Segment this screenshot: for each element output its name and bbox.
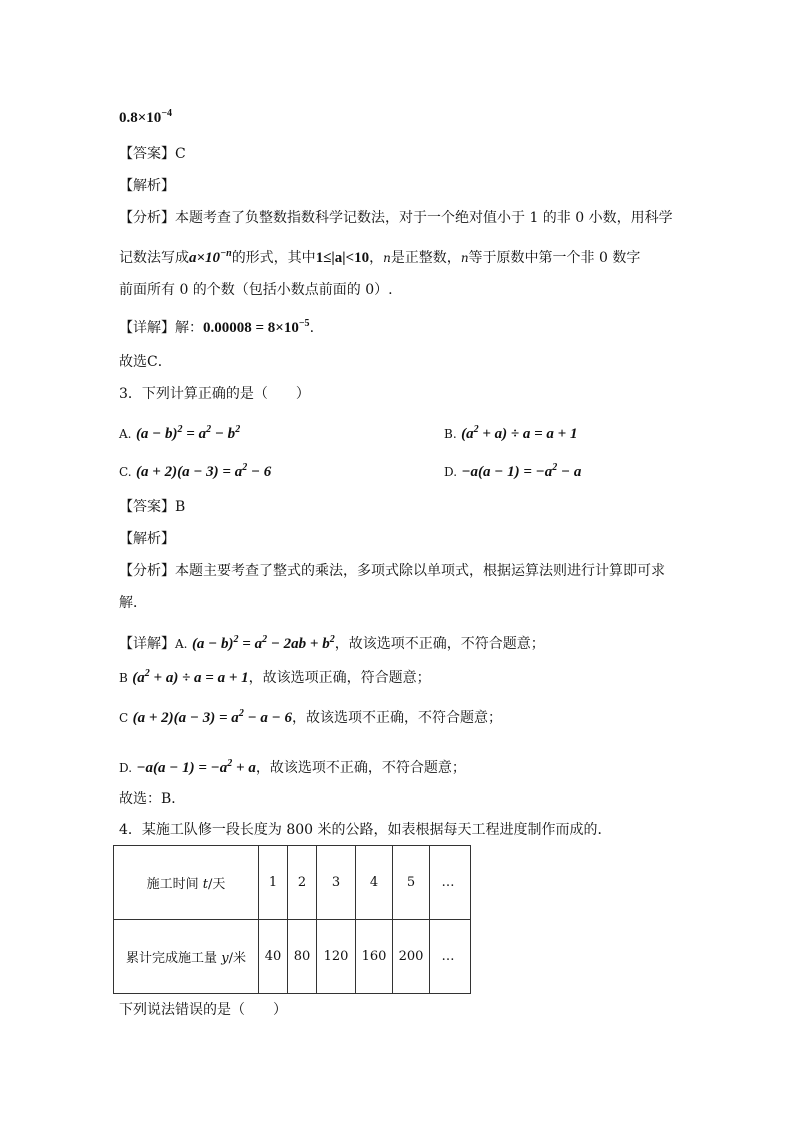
formula: $-a(a - 1) = -a^2 - a$ — [461, 462, 582, 480]
q3-detail-b: B $(a^2 + a) \div a = a + 1$，故该选项正确，符合题意； — [119, 668, 431, 686]
table-cell: 2 — [288, 846, 317, 920]
q2-fenxi-line1: 【分析】本题考查了负整数指数科学记数法，对于一个绝对值小于 1 的非 0 小数，用科学 — [119, 210, 673, 226]
q3-option-b: B. $(a^2 + a) \div a = a + 1$ — [444, 424, 578, 442]
option-d-q2 — [119, 108, 172, 128]
table-cell: 200 — [393, 920, 430, 994]
formula: $(a + 2)(a - 3) = a^2 - 6$ — [136, 462, 272, 480]
table-cell-ellipsis: … — [430, 846, 471, 920]
table-cell: 40 — [259, 920, 288, 994]
formula: $a\times 10^{-n}$ — [189, 248, 232, 266]
formula: $0.00008 = 8\times 10^{-5}$ — [203, 318, 310, 336]
q3-detail-a: 【详解】A. $(a - b)^2 = a^2 - 2ab + b^2$，故该选项不正确，不符合题意； — [119, 634, 545, 652]
q3-detail-c: C $(a + 2)(a - 3) = a^2 - a - 6$，故该选项不正确，不符合题意； — [119, 708, 502, 726]
formula: $0.8\times 10^{-4}$ — [119, 108, 173, 126]
formula: $(a^2 + a) \div a = a + 1$ — [461, 424, 578, 442]
q3-fenxi-line2: 解． — [119, 595, 147, 611]
table-cell: 160 — [356, 920, 393, 994]
q3-option-a: A. $(a - b)^2 = a^2 - b^2$ — [119, 424, 241, 442]
q2-analysis-label: 【解析】 — [119, 178, 175, 194]
q3-stem: 3．下列计算正确的是（ ） — [119, 386, 310, 402]
formula: $-a(a - 1) = -a^2 + a$ — [136, 758, 256, 776]
formula: $(a - b)^2 = a^2 - b^2$ — [135, 424, 241, 442]
q3-option-c: C. $(a + 2)(a - 3) = a^2 - 6$ — [119, 462, 272, 480]
table-cell: 1 — [259, 846, 288, 920]
table-cell: 80 — [288, 920, 317, 994]
formula: $(a - b)^2 = a^2 - 2ab + b^2$ — [191, 634, 335, 652]
table-cell: 3 — [317, 846, 356, 920]
q3-fenxi-line1: 【分析】本题主要考查了整式的乘法，多项式除以单项式，根据运算法则进行计算即可求 — [119, 563, 665, 579]
q2-conclusion: 故选C． — [119, 354, 172, 370]
table-cell-ellipsis: … — [430, 920, 471, 994]
table-cell: 120 — [317, 920, 356, 994]
q3-analysis-label: 【解析】 — [119, 531, 175, 547]
formula: $(a^2 + a) \div a = a + 1$ — [132, 668, 249, 686]
q2-fenxi-line2: 记数法写成$a\times 10^{-n}$的形式，其中1≤|a|<10，n是正整数，n等于原数中第一个非 0 数字 — [119, 248, 641, 266]
row2-header: 累计完成施工量 y/米 — [114, 920, 259, 994]
q3-detail-d: D. $-a(a - 1) = -a^2 + a$，故该选项不正确，不符合题意； — [119, 758, 466, 776]
progress-table — [113, 845, 471, 994]
q2-answer: 【答案】C — [119, 146, 186, 162]
table-cell: 4 — [356, 846, 393, 920]
formula: 1≤|a|<10 — [315, 250, 370, 266]
q3-option-d: D. $-a(a - 1) = -a^2 - a$ — [444, 462, 582, 480]
q2-detail: 【详解】解：$0.00008 = 8\times 10^{-5}$. — [119, 318, 315, 336]
row1-header: 施工时间 t/天 — [114, 846, 259, 920]
table-row — [114, 846, 471, 920]
formula: $(a + 2)(a - 3) = a^2 - a - 6$ — [132, 708, 292, 726]
q4-question: 下列说法错误的是（ ） — [119, 1002, 287, 1018]
table-cell: 5 — [393, 846, 430, 920]
q3-conclusion: 故选：B． — [119, 791, 186, 807]
q4-stem: 4．某施工队修一段长度为 800 米的公路，如表根据每天工程进度制作而成的． — [119, 822, 612, 838]
table-row — [114, 920, 471, 994]
q2-fenxi-line3: 前面所有 0 的个数（包括小数点前面的 0）. — [119, 282, 393, 298]
q3-answer: 【答案】B — [119, 499, 186, 515]
